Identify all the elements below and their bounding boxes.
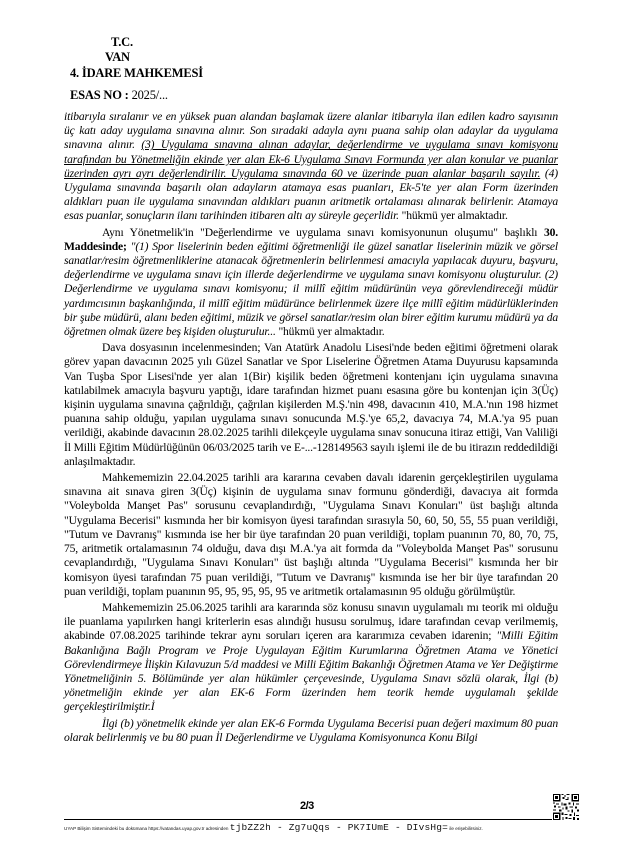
document-body	[64, 110, 558, 747]
paragraph-intro: Aynı Yönetmelik'in "Değerlendirme ve uygulama sınavı komisyonunun oluşumu" başlıklı	[102, 225, 544, 239]
paragraph-interim-decision-1: Mahkememizin 22.04.2025 tarihli ara kararına cevaben davalı idarenin gerçekleştirilen uygulama sınavına ait sınava giren 3(Üç) kişinin de uygulama sınav formunu gönderdiği, davacıya ait formda "Voleybolda Manşet Pas" sorusunu cevaplandırdığı, "Uygulama Sınavı Konuları" üst başlığı altında "Uygulama Becerisi" kısmında her bir komisyon üyesi tarafından sırasıyla 50, 60, 50, 55, 55 puan verildiği, "Tutum ve Davranış" kısmında ise her bir üye tarafından 20 puan verildiği, toplam puanının 70, 80, 70, 75, 75, aritmetik ortalamasının 74 olduğu, dava dışı M.A.'ya ait formda da "Voleybolda Manşet Pas" sorusunu cevaplandırdığı, "Uygulama Sınavı Konuları" üst başlığı altında "Uygulama Becerisi" kısmında her bir komisyon üyesi tarafından 75 puan verildiği, "Tutum ve Davranış" kısmında ise her bir üye tarafından 20 puan verildiği, toplam puanının 95, 95, 95, 95, 95 ve aritmetik ortalamasının 95 olduğu görülmüştür.	[64, 471, 558, 598]
paragraph-tail: "hükmü yer almaktadır.	[275, 325, 385, 339]
paragraph-ek6-form: İlgi (b) yönetmelik ekinde yer alan EK-6 Formda Uygulama Becerisi puan değeri maximum 80 puan olarak belirlenmiş ve bu 80 puan İl Değerlendirme ve Uygulama Komisyonunca Konu Bilgi	[64, 716, 558, 744]
verification-code: tjbZZ2h - Zg7uQqs - PK7IUmE - DIvsHg=	[229, 822, 449, 833]
underlined-quote-text: (3) Uygulama sınavına alınan adaylar, değerlendirme ve uygulama sınavı komisyonu tarafından bu Yönetmeliğin ekinde yer alan Ek-6 Uygulama Sınavı Formunda yer alan konular ve puanlar üzerinden ayrı ayrı değerlendirilir. Uygulama sınavında 60 ve üzerinde puan alanlar başarılı sayılır.	[64, 138, 558, 180]
paragraph-case-file: Dava dosyasının incelenmesinden; Van Atatürk Anadolu Lisesi'nde beden eğitimi öğretmeni olarak görev yapan davacının 2025 yılı Güzel Sanatlar ve Spor Liselerine Öğretmen Atama Duyurusu kapsamında Van Tuşba Spor Lisesi'nde yer alan 1(Bir) kişilik beden öğretmeni kontenjanı için uygulama sınavına katılabilmek amacıyla başvuru yaptığı, idare tarafından hizmet puanı esasına göre bu kontenjan için 3(Üç) kişinin uygulama sınavına çağrıldığı, çağrılan kişilerden M.Ş.'nin 498, davacının 410, M.A.'nın 198 hizmet puanına sahip olduğu, yapılan uygulama sınavı sonucunda M.Ş.'ye 65,2, davacıya 74, M.A.'ya 95 puan verildiği, akabinde davacının 28.02.2025 tarihli dilekçeyle uygulama sınav sonucuna itiraz ettiği, Van Valiliği İl Milli Eğitim Müdürlüğünün 06/03/2025 tarih ve E-...-128149563 sayılı işlemi ile de bu itirazın reddedildiği anlaşılmaktadır.	[64, 341, 558, 468]
qr-code-icon	[553, 794, 579, 820]
quote-text: "Milli Eğitim Bakanlığına Bağlı Program ve Proje Uygulayan Eğitim Kurumlarına Öğretmen Atama ve Yönetici Görevlendirmeye İlişkin Kılavuzun 5/d maddesi ve Milli Eğitim Bakanlığı Öğretmen Atama ve Yer Değiştirme Yönetmeliğinin 5. Bölümünde yer alan hükümler çerçevesinde, Uygulama Sınavı sözlü olarak, İlgi (b) yönetmeliğin ekinde yer alan EK-6 Form üzerinden hem teorik hemde uygulamalı şekilde gerçekleştirilmiştir.İ	[64, 629, 558, 714]
paragraph-tail: "hükmü yer almaktadır.	[398, 209, 508, 223]
article-reference: 30. Maddesinde;	[64, 225, 558, 253]
footer-suffix: ile erişebilirsiniz.	[449, 826, 483, 831]
paragraph-interim-decision-2	[64, 601, 558, 715]
paragraph-text: Mahkememizin 25.06.2025 tarihli ara kararında söz konusu sınavın uygulamalı mı teorik mi olduğu ile puanlama yapılırken hangi kriterlerin esas alındığı hususu sorulmuş, idare tarafından cevap verilmemiş, akabinde 07.08.2025 tarihinde tekrar aynı soruları içeren ara kararımıza cevaben idarenin;	[64, 600, 558, 643]
header-tc: T.C.	[111, 35, 133, 49]
quote-text: itibarıyla sıralanır ve en yüksek puan alandan başlamak üzere alanlar itibarıyla ilan edilen kadro sayısının üç katı aday uygulama sınavına alınır. Son sıradaki adayla aynı puana sahip olan adaylar da uygulama sınavına alınır.	[64, 110, 558, 152]
quote-text: "(1) Spor liselerinin beden eğitimi öğretmenliği ile güzel sanatlar liselerinin müzik ve görsel sanatlar/resim öğretmenliklerine atanacak öğretmenlerin belirlenmesi amacıyla yapılacak duyuru, başvuru, değerlendirme ve uygulama sınavı için illerde değerlendirme ve uygulama sınavı komisyonu oluşturulur. (2) Değerlendirme ve uygulama sınavı komisyonu; il millî eğitim müdürünün veya görevlendireceği müdür yardımcısının başkanlığında, il millî eğitim müdürünce belirlenmek üzere ilçe millî eğitim müdürlüklerinden bir şube müdürü, alanı beden eğitimi, müzik ve görsel sanatlar/resim olan birer eğitim kurumu müdürü ya da öğretmen olmak üzere beş kişiden oluşturulur...	[64, 239, 558, 339]
case-number-label: ESAS NO :	[70, 88, 129, 102]
footer-divider	[64, 819, 552, 820]
case-number-value: 2025/...	[131, 88, 168, 102]
quote-text: (4) Uygulama sınavında başarılı olan adayların atamaya esas puanları, Ek-5'te yer alan Form üzerinden aldıkları puan ile uygulama sınavından aldıkları puanın aritmetik ortalaması alınarak belirlenir. Atamaya esas puanlar, sonuçların ilanı tarihinden itibaren altı ay süreyle geçerlidir.	[64, 166, 558, 223]
page-number: 2/3	[300, 800, 314, 812]
footer-prefix: UYAP Bilişim Sistemindeki bu dokümana https://vatandas.uyap.gov.tr adresinden	[64, 826, 229, 831]
footer-verification-text	[64, 822, 564, 835]
paragraph-article-30	[64, 226, 558, 340]
header-court-name: 4. İDARE MAHKEMESİ	[70, 66, 203, 80]
header-case-number	[70, 88, 168, 103]
header-city: VAN	[105, 50, 130, 64]
paragraph-regulation-quote-continued	[64, 110, 558, 224]
